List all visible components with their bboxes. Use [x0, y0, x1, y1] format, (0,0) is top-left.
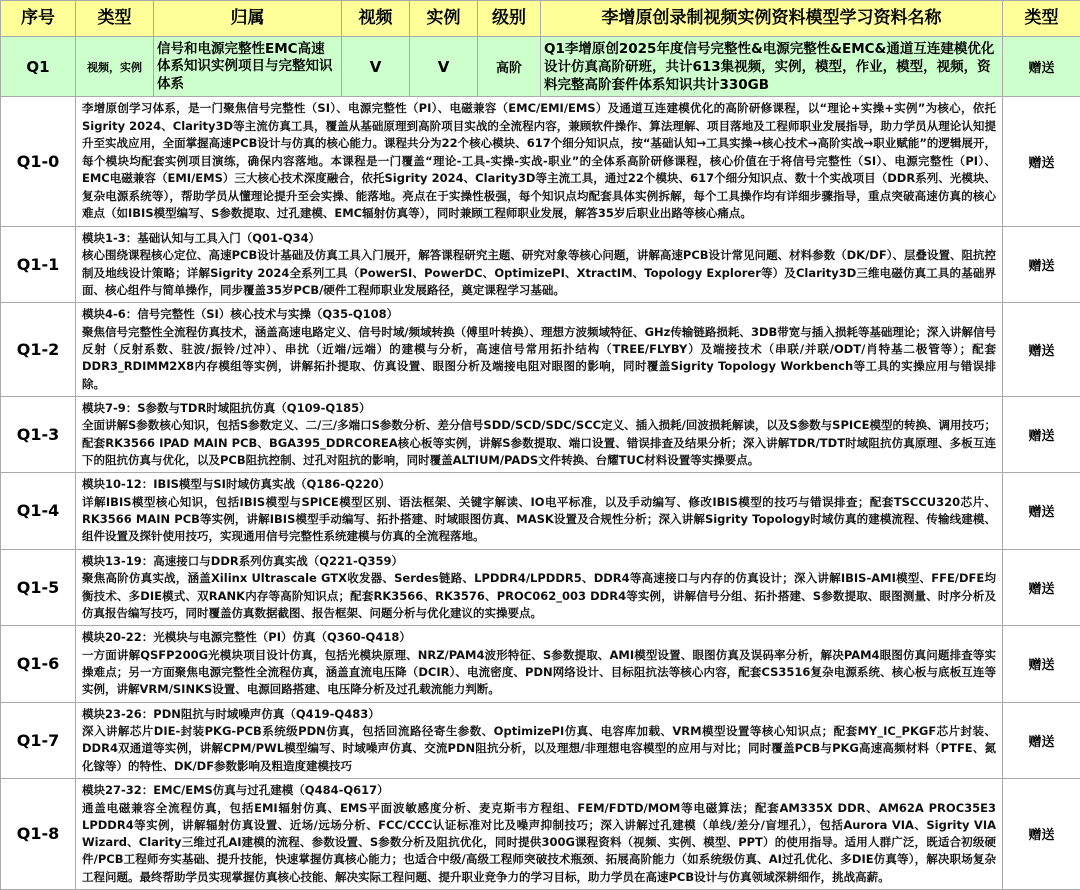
row-description: [76, 396, 1003, 472]
table-row: [1, 626, 1080, 702]
column-header-gift: 类型: [1003, 1, 1080, 37]
column-header-seq: 序号: [1, 1, 76, 37]
row-seq: Q1-4: [1, 473, 76, 549]
row-description: [76, 226, 1003, 302]
summary-belong: 信号和电源完整性EMC高速体系知识实例项目与完整知识体系: [154, 37, 342, 97]
row-description: [76, 473, 1003, 549]
row-module-title: 模块4-6：信号完整性（SI）核心技术与实操（Q35-Q108）: [82, 306, 996, 323]
column-header-belong: 归属: [154, 1, 342, 37]
row-seq: Q1-2: [1, 303, 76, 397]
table-row: [1, 226, 1080, 302]
row-module-title: 模块7-9：S参数与TDR时域阻抗仿真（Q109-Q185）: [82, 400, 996, 417]
row-seq: Q1-3: [1, 396, 76, 472]
summary-case-check: V: [410, 37, 478, 97]
row-description: [76, 549, 1003, 625]
table-row: [1, 549, 1080, 625]
row-module-title: 模块13-19：高速接口与DDR系列仿真实战（Q221-Q359）: [82, 553, 996, 570]
row-module-title: 模块1-3：基础认知与工具入门（Q01-Q34）: [82, 230, 996, 247]
row-description: [76, 97, 1003, 226]
row-gift-badge: 赠送: [1003, 473, 1080, 549]
table-row: [1, 473, 1080, 549]
row-body-text: 通盖电磁兼容全流程仿真，包括EMI辐射仿真、EMS平面波敏感度分析、麦克斯韦方程组、FEM/FDTD/MOM等电磁算法；配套AM335X DDR、AM62A PROC35E3 LPDDR4等实例，讲解辐射仿真设置、近场/远场分析、FCC/CCC认证标准对比及噪声抑制技巧；深入讲解过孔建模（单线/差分/盲埋孔），包括Aurora VIA、Sigrity VIA Wizard、Clarity三维过孔AI建模的流程、参数设置、S参数分析及阻抗优化，同时提供300G课程资料（视频、实例、模型、PPT）的使用指导。适用人群广泛，既适合初级硬件/PCB工程师夯实基础、提升技能，快速掌握仿真核心能力；也适合中级/高级工程师突破技术瓶颈、拓展高阶能力（如系统级仿真、AI过孔优化、多DIE仿真等），解决职场复杂工程问题。最终帮助学员实现掌握仿真核心技能、解决实际工程问题、提升职业竞争力的学习目标，助力学员在高速PCB设计与仿真领域深耕细作，挑战高薪。: [82, 800, 996, 886]
row-gift-badge: 赠送: [1003, 396, 1080, 472]
row-gift-badge: 赠送: [1003, 702, 1080, 778]
row-description: [76, 626, 1003, 702]
row-description: [76, 778, 1003, 889]
column-header-case: 实例: [410, 1, 478, 37]
row-seq: Q1-8: [1, 778, 76, 889]
row-description: [76, 303, 1003, 397]
summary-name: Q1李增原创2025年度信号完整性&电源完整性&EMC&通道互连建模优化设计仿真高阶研班，共计613集视频，实例，模型，作业，模型，视频，资料完整高阶套件体系知识共计330GB: [541, 37, 1003, 97]
row-body-text: 聚焦高阶仿真实战，涵盖Xilinx Ultrascale GTX收发器、Serdes链路、LPDDR4/LPDDR5、DDR4等高速接口与内存的仿真设计；深入讲解IBIS-AMI模型、FFE/DFE均衡技术、多DIE模式、双RANK内存等高阶知识点；配套RK3566、RK3576、PROC062_003 DDR4等实例，讲解信号分组、拓扑搭建、S参数提取、眼图测量、时序分析及仿真报告编写技巧，同时覆盖仿真数据截图、报告框架、问题分析与优化建议的实操要点。: [82, 570, 996, 622]
summary-level: 高阶: [478, 37, 541, 97]
row-body-text: 李增原创学习体系，是一门聚焦信号完整性（SI）、电源完整性（PI）、电磁兼容（EMC/EMI/EMS）及通道互连建模优化的高阶研修课程，以“理论+实操+实例”为核心，依托Sigrity 2024、Clarity3D等主流仿真工具，覆盖从基础原理到高阶项目实战的全流程内容，兼顾软件操作、算法理解、项目落地及工程师职业发展指导，助力学员从理论认知提升至实战应用，全面掌握高速PCB设计与仿真的核心能力。课程共分为22个核心模块、617个细分知识点，按“基础认知→工具实操→核心技术→高阶实战→职业赋能”的逻辑展开，每个模块均配套实例项目演练，确保内容落地。本课程是一门覆盖“理论-工具-实操-实战-职业”的全体系高阶研修课程，核心价值在于将信号完整性（SI）、电源完整性（PI）、EMC电磁兼容（EMI/EMS）三大核心技术深度融合，依托Sigrity 2024、Clarity3D等主流工具，通过22个模块、617个细分知识点、数十个实战项目（DDR系列、光模块、复杂电源系统等），帮助学员从懂理论提升至会实操、能落地。亮点在于实操性极强，每个知识点均配套具体实例拆解，每个工具操作均有详细步骤指导，重点突破高速仿真的核心难点（如IBIS模型编写、S参数提取、过孔建模、EMC辐射仿真等），同时兼顾工程师职业发展，解答35岁后职业出路等核心痛点。: [82, 100, 996, 222]
row-body-text: 详解IBIS模型核心知识，包括IBIS模型与SPICE模型区别、语法框架、关键字解读、IO电平标准，以及手动编写、修改IBIS模型的技巧与错误排查；配套TSCCU320芯片、RK3566 MAIN PCB等实例，讲解IBIS模型手动编写、拓扑搭建、时域眼图仿真、MASK设置及合规性分析；深入讲解Sigrity Topology时域仿真的建模流程、传输线建模、组件设置及探针使用技巧，实现通用信号完整性系统建模与仿真的全流程落地。: [82, 494, 996, 546]
row-gift-badge: 赠送: [1003, 778, 1080, 889]
table-row: [1, 702, 1080, 778]
row-seq: Q1-7: [1, 702, 76, 778]
table-header-row: [1, 1, 1080, 37]
table-row: [1, 303, 1080, 397]
table-row: [1, 778, 1080, 889]
row-body-text: 深入讲解芯片DIE-封装PKG-PCB系统级PDN仿真，包括回流路径寄生参数、OptimizePI仿真、电容库加载、VRM模型设置等核心知识点；配套MY_IC_PKGF芯片封装、DDR4双通道等实例，讲解CPM/PWL模型编写、时域噪声仿真、交流PDN阻抗分析，以及理想/非理想电容模型的应用与对比；同时覆盖PCB与PKG高速高频材料（PTFE、氮化镓等）的特性、DK/DF参数影响及粗造度建模技巧: [82, 723, 996, 775]
row-body-text: 聚焦信号完整性全流程仿真技术，涵盖高速电路定义、信号时域/频域转换（傅里叶转换）、理想方波频域特征、GHz传输链路损耗、3DB带宽与插入损耗等基础理论；深入讲解信号反射（反射系数、驻波/振铃/过冲）、串扰（近端/远端）的建模与分析，高速信号常用拓扑结构（TREE/FLYBY）及端接技术（串联/并联/ODT/肖特基二极管等）；配套DDR3_RDIMM2X8内存模组等实例，讲解拓扑提取、仿真设置、眼图分析及端接电阻对眼图的影响，同时覆盖Sigrity Topology Workbench等工具的实操应用与错误排除。: [82, 324, 996, 393]
column-header-type: 类型: [76, 1, 154, 37]
row-description: [76, 702, 1003, 778]
row-seq: Q1-6: [1, 626, 76, 702]
row-body-text: 核心围绕课程核心定位、高速PCB设计基础及仿真工具入门展开，解答课程研究主题、研究对象等核心问题，讲解高速PCB设计常见问题、材料参数（DK/DF）、层叠设置、阻抗控制及地线设计策略；详解Sigrity 2024全系列工具（PowerSI、PowerDC、OptimizePI、XtractIM、Topology Explorer等）及Clarity3D三维电磁仿真工具的基础界面、核心组件与简单操作，同步覆盖35岁PCB/硬件工程师职业发展路径，奠定课程学习基础。: [82, 247, 996, 299]
row-seq: Q1-0: [1, 97, 76, 226]
column-header-video: 视频: [342, 1, 410, 37]
row-gift-badge: 赠送: [1003, 303, 1080, 397]
row-gift-badge: 赠送: [1003, 226, 1080, 302]
summary-type: 视频，实例: [76, 37, 154, 97]
column-header-name: 李增原创录制视频实例资料模型学习资料名称: [541, 1, 1003, 37]
row-module-title: 模块10-12：IBIS模型与SI时域仿真实战（Q186-Q220）: [82, 476, 996, 493]
summary-row: [1, 37, 1080, 97]
table-row: [1, 396, 1080, 472]
row-body-text: 全面讲解S参数核心知识，包括S参数定义、二/三/多端口S参数分析、差分信号SDD/SCD/SDC/SCC定义、插入损耗/回波损耗解读，以及S参数与SPICE模型的转换、调用技巧；配套RK3566 IPAD MAIN PCB、BGA395_DDRCOREA核心板等实例，讲解S参数提取、端口设置、错误排查及结果分析；深入讲解TDR/TDT时域阻抗仿真原理、多板互连下的阻抗仿真与优化，以及PCB阻抗控制、过孔对阻抗的影响，同时覆盖ALTIUM/PADS文件转换、台耀TUC材料设置等实操要点。: [82, 417, 996, 469]
row-module-title: 模块20-22：光模块与电源完整性（PI）仿真（Q360-Q418）: [82, 629, 996, 646]
table-row: [1, 97, 1080, 226]
row-seq: Q1-1: [1, 226, 76, 302]
summary-video-check: V: [342, 37, 410, 97]
row-module-title: 模块27-32：EMC/EMS仿真与过孔建模（Q484-Q617）: [82, 782, 996, 799]
row-body-text: 一方面讲解QSFP200G光模块项目设计仿真，包括光模块原理、NRZ/PAM4波形特征、S参数提取、AMI模型设置、眼图仿真及误码率分析，解决PAM4眼图仿真问题排查等实操难点；另一方面聚焦电源完整性全流程仿真，涵盖直流电压降（DCIR）、电流密度、PDN网络设计、目标阻抗法等核心内容，配套CS3516复杂电源系统、核心板与底板互连等实例，讲解VRM/SINKS设置、电源回路搭建、电压降分析及过孔载流能力判断。: [82, 647, 996, 699]
row-seq: Q1-5: [1, 549, 76, 625]
column-header-level: 级别: [478, 1, 541, 37]
row-module-title: 模块23-26：PDN阻抗与时域噪声仿真（Q419-Q483）: [82, 706, 996, 723]
summary-gift-badge: 赠送: [1003, 37, 1080, 97]
row-gift-badge: 赠送: [1003, 97, 1080, 226]
summary-seq: Q1: [1, 37, 76, 97]
row-gift-badge: 赠送: [1003, 549, 1080, 625]
row-gift-badge: 赠送: [1003, 626, 1080, 702]
